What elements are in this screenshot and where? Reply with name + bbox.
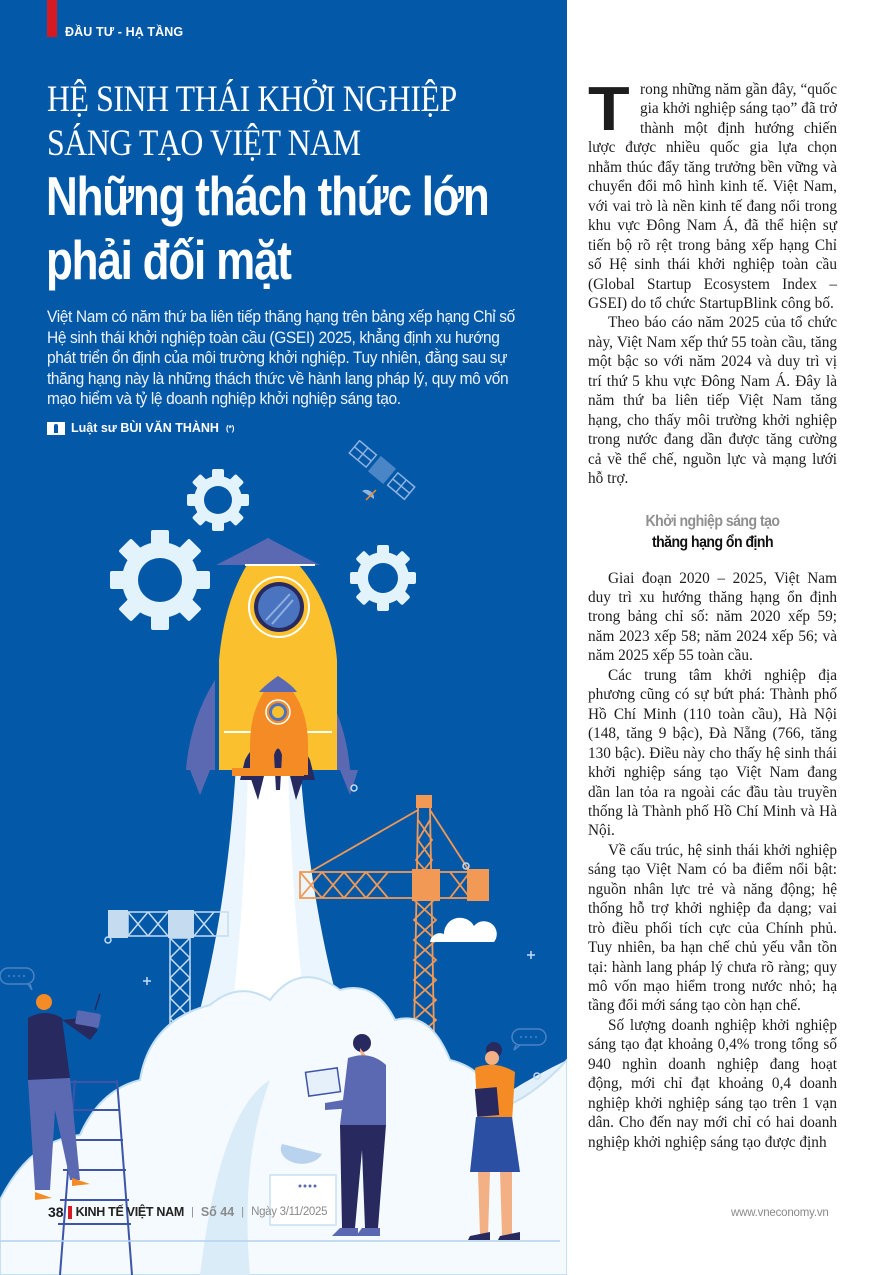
byline (47, 421, 234, 435)
satellite-icon (348, 440, 416, 501)
subheading (588, 511, 837, 553)
issue-number: Số 44 (200, 1205, 235, 1219)
subheading-line-1: Khởi nghiệp sáng tạo (645, 512, 780, 530)
section-label: ĐẦU TƯ - HẠ TẦNG (65, 25, 184, 39)
lead-paragraph (47, 307, 567, 410)
article-paragraph: Về cấu trúc, hệ sinh thái khởi nghiệp sáng tạo Việt Nam có ba điểm nổi bật: nguồn nhân lực trẻ và năng động; hệ thống hỗ trợ khởi nghiệp đa dạng; vai trò điều phối tích cực của Chính phủ. Tuy nhiên, ba hạn chế chủ yếu vẫn tồn tại: hành lang pháp lý chưa rõ ràng; quy mô vốn mạo hiểm trong nước nhỏ; hạ tầng đổi mới sáng tạo còn hạn chế. (588, 841, 837, 1015)
gear-icon (350, 545, 416, 611)
separator: | (241, 1206, 245, 1218)
footer-left (48, 1204, 327, 1220)
magazine-name: KINH TẾ VIỆT NAM (75, 1205, 184, 1219)
pen-icon (47, 422, 65, 435)
article-paragraph: Các trung tâm khởi nghiệp địa phương cũng có sự bứt phá: Thành phố Hồ Chí Minh (110 toàn cầu), Hà Nội (148, tăng 9 bậc), Đà Nẵng (766, tăng 130 bậc). Điều này cho thấy hệ sinh thái khởi nghiệp sáng tạo Việt Nam đang dần lan tỏa ra ngoài các đầu tàu truyền thống là Thành phố Hồ Chí Minh và Hà Nội. (588, 666, 837, 840)
drop-cap: T (588, 75, 630, 144)
kicker-title (47, 78, 477, 166)
gear-icon (187, 469, 249, 531)
website-link[interactable]: www.vneconomy.vn (731, 1207, 829, 1219)
lead-line: Hệ sinh thái khởi nghiệp toàn cầu (GSEI) 2025, khẳng định xu hướng (47, 328, 500, 347)
section-marker (47, 0, 57, 37)
kicker-line: HỆ SINH THÁI KHỞI NGHIỆP (47, 79, 457, 120)
headline-line: phải đối mặt (46, 229, 291, 291)
kicker-line: SÁNG TẠO VIỆT NAM (47, 123, 361, 164)
separator: | (190, 1206, 194, 1218)
issue-date: Ngày 3/11/2025 (251, 1206, 328, 1218)
article-paragraph: Theo báo cáo năm 2025 của tổ chức này, Việt Nam xếp thứ 55 toàn cầu, tăng một bậc so với năm 2024 và duy trì vị trí thứ 5 khu vực Đông Nam Á. Đây là năm thứ ba liên tiếp Việt Nam tăng hạng, cho thấy môi trường khởi nghiệp trong nước đang dần được tăng cường cả về thể chế, nguồn lực và mạng lưới hỗ trợ. (588, 314, 837, 488)
headline-line: Những thách thức lớn (46, 165, 489, 227)
cloud-icon (430, 918, 497, 942)
gear-icon (110, 530, 210, 630)
subheading-line-2: thăng hạng ổn định (651, 533, 774, 551)
author-note: (*) (225, 423, 235, 433)
article-body (588, 75, 837, 1152)
headline (46, 164, 489, 292)
lead-line: phát triển ổn định của môi trường khởi nghiệp. Tuy nhiên, đằng sau sự (47, 349, 508, 368)
article-paragraph: Trong những năm gần đây, “quốc gia khởi nghiệp sáng tạo” đã trở thành một định hướng chiến lược được nhiều quốc gia lựa chọn nhằm thúc đẩy tăng trưởng bền vững và chuyển đổi mô hình kinh tế. Việt Nam, với vai trò là nền kinh tế đang nổi trong khu vực Đông Nam Á, đã thể hiện sự tiến bộ rõ rệt trong bảng xếp hạng Chỉ số Hệ sinh thái khởi nghiệp toàn cầu (Global Startup Ecosystem Index – GSEI) do tổ chức StartupBlink công bố. (588, 75, 837, 312)
article-paragraph: Số lượng doanh nghiệp khởi nghiệp sáng tạo đạt khoảng 0,4% trong tổng số 940 nghìn doanh nghiệp đang hoạt động, mới chỉ đạt khoảng 0,4 doanh nghiệp khởi nghiệp sáng tạo trên 1 vạn dân. Cho đến nay mới chỉ có hai doanh nghiệp khởi nghiệp sáng tạo được định (588, 1016, 837, 1151)
red-separator (68, 1206, 72, 1219)
article-paragraph: Giai đoạn 2020 – 2025, Việt Nam duy trì xu hướng thăng hạng ổn định trong bảng chỉ số: năm 2020 xếp 59; năm 2023 xếp 58; năm 2024 xếp 56; và năm 2025 xếp 55 toàn cầu. (588, 569, 837, 665)
page-number: 38 (48, 1204, 64, 1220)
lead-line: mạo hiểm và tỷ lệ doanh nghiệp khởi nghiệp sáng tạo. (47, 390, 401, 409)
author-name: Luật sư BÙI VĂN THÀNH (71, 421, 219, 435)
lead-line: thăng hạng này là những thách thức về hành lang pháp lý, quy mô vốn (47, 369, 509, 388)
rocket-launch-illustration (0, 440, 567, 1275)
lead-line: Việt Nam có năm thứ ba liên tiếp thăng hạng trên bảng xếp hạng Chỉ số (47, 308, 515, 326)
